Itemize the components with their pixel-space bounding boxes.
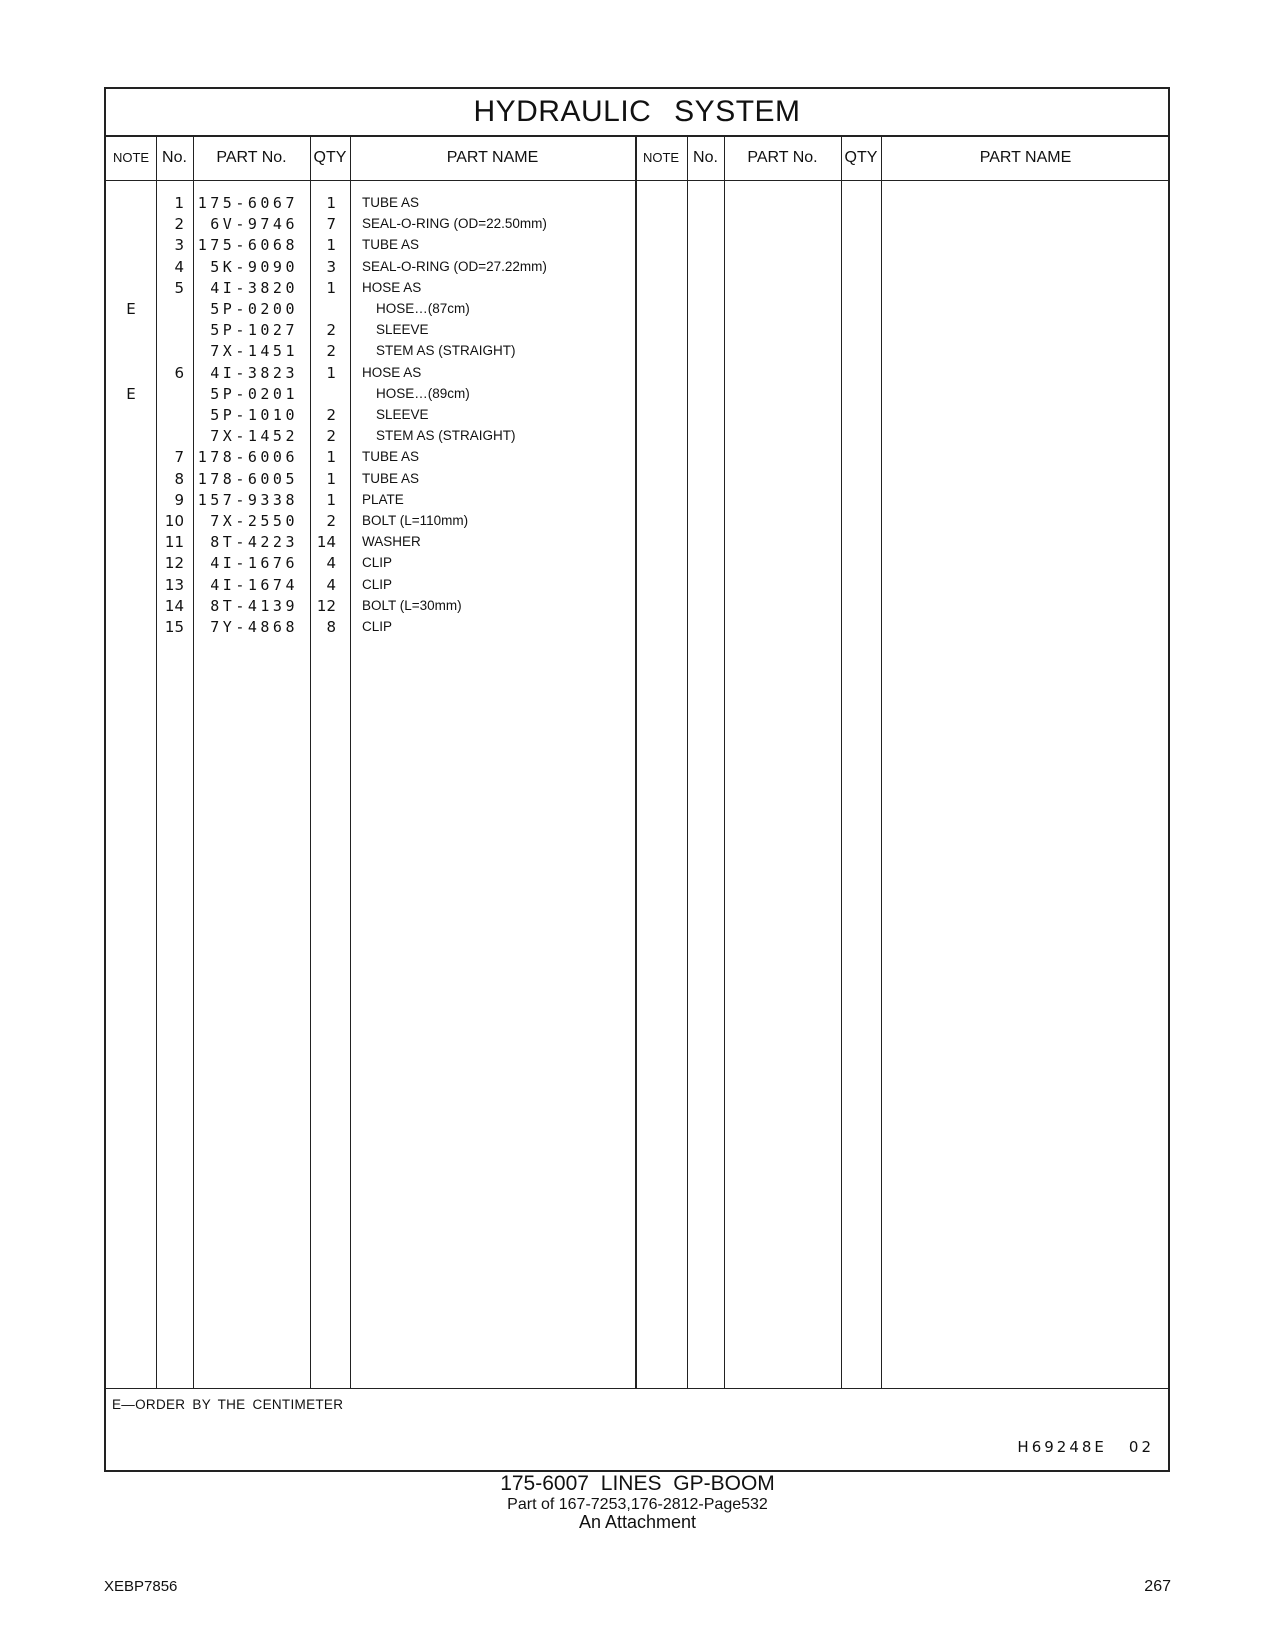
row-part-name: SLEEVE — [376, 322, 429, 338]
page-title: HYDRAULIC SYSTEM — [106, 89, 1168, 137]
row-quantity: 1 — [326, 236, 336, 255]
header-note-right: NOTE — [642, 150, 680, 165]
row-quantity: 2 — [326, 342, 336, 361]
row-quantity: 2 — [326, 512, 336, 530]
row-item-number: 15 — [164, 618, 184, 636]
table-row — [106, 213, 635, 235]
row-part-number: 7X-1452 — [210, 427, 298, 446]
row-quantity: 1 — [326, 469, 336, 488]
row-part-name: STEM AS (STRAIGHT) — [376, 428, 516, 444]
row-quantity: 1 — [326, 278, 336, 297]
caption-attachment: An Attachment — [578, 1512, 697, 1532]
table-row — [106, 192, 635, 214]
row-part-name: SEAL-O-RING (OD=27.22mm) — [362, 258, 547, 274]
header-no-left: No. — [162, 149, 187, 166]
row-note: E — [126, 384, 136, 403]
row-part-name: BOLT (L=110mm) — [362, 513, 469, 528]
footer-divider — [106, 1388, 1168, 1389]
row-part-name: HOSE AS — [362, 364, 422, 380]
row-quantity: 2 — [326, 321, 336, 340]
row-part-number: 7X-1451 — [210, 342, 298, 361]
drawing-code-rev: 02 — [1128, 1438, 1154, 1456]
row-quantity: 3 — [326, 257, 336, 276]
table-row — [106, 340, 635, 362]
table-row — [106, 446, 635, 468]
header-qty-right: QTY — [844, 149, 878, 166]
row-quantity: 14 — [316, 533, 336, 552]
table-header — [106, 135, 1168, 181]
row-part-number: 5K-9090 — [210, 257, 298, 276]
row-part-number: 5P-1010 — [210, 406, 298, 424]
row-quantity: 4 — [326, 575, 336, 594]
row-quantity: 7 — [326, 215, 336, 234]
row-item-number: 13 — [164, 575, 184, 594]
row-item-number: 9 — [174, 490, 184, 509]
row-item-number: 11 — [164, 533, 184, 552]
row-part-number: 7Y-4868 — [210, 618, 298, 636]
row-part-number: 8T-4223 — [210, 533, 298, 552]
row-part-number: 175-6068 — [197, 236, 298, 255]
row-part-number: 4I-3823 — [210, 363, 298, 382]
table-row — [106, 574, 635, 596]
footnote: E—ORDER BY THE CENTIMETER — [112, 1397, 344, 1412]
header-no-right: No. — [693, 149, 718, 166]
table-row — [106, 552, 635, 574]
table-row — [106, 489, 635, 511]
row-part-name: STEM AS (STRAIGHT) — [376, 343, 516, 359]
row-item-number: 4 — [174, 257, 184, 276]
row-part-number: 4I-1676 — [210, 554, 298, 573]
row-part-name: TUBE AS — [362, 470, 420, 486]
row-part-number: 7X-2550 — [210, 512, 298, 530]
row-part-number: 4I-1674 — [210, 575, 298, 594]
row-quantity: 1 — [326, 194, 336, 212]
row-part-number: 6V-9746 — [210, 215, 298, 234]
row-part-name: HOSE…(89cm) — [376, 385, 470, 401]
table-row — [106, 277, 635, 299]
row-quantity: 12 — [316, 596, 336, 615]
row-quantity: 4 — [326, 554, 336, 573]
row-part-number: 175-6067 — [197, 194, 298, 212]
row-part-name: BOLT (L=30mm) — [362, 597, 462, 613]
row-part-name: PLATE — [362, 491, 404, 507]
row-part-number: 157-9338 — [197, 490, 298, 509]
document-id: XEBP7856 — [104, 1578, 178, 1595]
table-row — [106, 362, 635, 384]
row-part-name: TUBE AS — [362, 195, 420, 210]
header-part-no-right: PART No. — [747, 149, 818, 166]
table-row — [106, 595, 635, 617]
row-quantity: 1 — [326, 448, 336, 467]
table-row — [106, 319, 635, 341]
header-part-name-left: PART NAME — [446, 149, 539, 166]
header-note-left: NOTE — [112, 150, 150, 165]
drawing-code-id: H69248E — [1017, 1438, 1107, 1456]
row-part-number: 178-6006 — [197, 448, 298, 467]
row-item-number: 3 — [174, 236, 184, 255]
header-qty-left: QTY — [313, 149, 347, 166]
row-quantity: 1 — [326, 490, 336, 509]
row-item-number: 7 — [174, 448, 184, 467]
table-row — [106, 510, 635, 532]
drawing-code — [1017, 1438, 1154, 1456]
row-part-name: SLEEVE — [376, 407, 429, 422]
row-item-number: 14 — [164, 596, 184, 615]
row-item-number: 5 — [174, 278, 184, 297]
row-part-number: 4I-3820 — [210, 278, 298, 297]
row-part-name: CLIP — [362, 576, 393, 592]
row-item-number: 1 — [174, 194, 184, 212]
row-quantity: 2 — [326, 406, 336, 424]
row-item-number: 8 — [174, 469, 184, 488]
row-part-number: 5P-0201 — [210, 384, 298, 403]
row-item-number: 10 — [164, 512, 184, 530]
table-row — [106, 468, 635, 490]
table-row — [106, 256, 635, 278]
table-row — [106, 531, 635, 553]
row-part-name: HOSE…(87cm) — [376, 301, 470, 316]
caption-title: 175-6007 LINES GP-BOOM — [500, 1472, 775, 1495]
table-row — [106, 616, 635, 638]
row-item-number: 2 — [174, 215, 184, 234]
caption-reference: Part of 167-7253,176-2812-Page532 — [507, 1496, 768, 1513]
row-part-number: 178-6005 — [197, 469, 298, 488]
parts-list-frame — [104, 87, 1170, 1472]
table-row — [106, 298, 635, 320]
parts-table-body — [106, 180, 1168, 1388]
row-part-number: 5P-0200 — [210, 300, 298, 318]
row-quantity: 2 — [326, 427, 336, 446]
row-item-number: 12 — [164, 554, 184, 573]
row-part-name: HOSE AS — [362, 279, 422, 295]
row-part-name: TUBE AS — [362, 237, 420, 253]
row-part-name: CLIP — [362, 555, 393, 571]
table-row — [106, 234, 635, 256]
row-part-name: TUBE AS — [362, 449, 420, 465]
row-part-name: CLIP — [362, 619, 393, 634]
row-part-name: SEAL-O-RING (OD=22.50mm) — [362, 216, 547, 232]
row-part-number: 5P-1027 — [210, 321, 298, 340]
row-part-number: 8T-4139 — [210, 596, 298, 615]
row-note: E — [126, 300, 136, 318]
row-item-number: 6 — [174, 363, 184, 382]
header-part-no-left: PART No. — [216, 149, 287, 166]
table-row — [106, 425, 635, 447]
row-quantity: 8 — [326, 618, 336, 636]
header-part-name-right: PART NAME — [979, 149, 1072, 166]
table-row — [106, 383, 635, 405]
row-part-name: WASHER — [362, 534, 421, 550]
row-quantity: 1 — [326, 363, 336, 382]
page-number: 267 — [1144, 1578, 1171, 1595]
table-row — [106, 404, 635, 426]
